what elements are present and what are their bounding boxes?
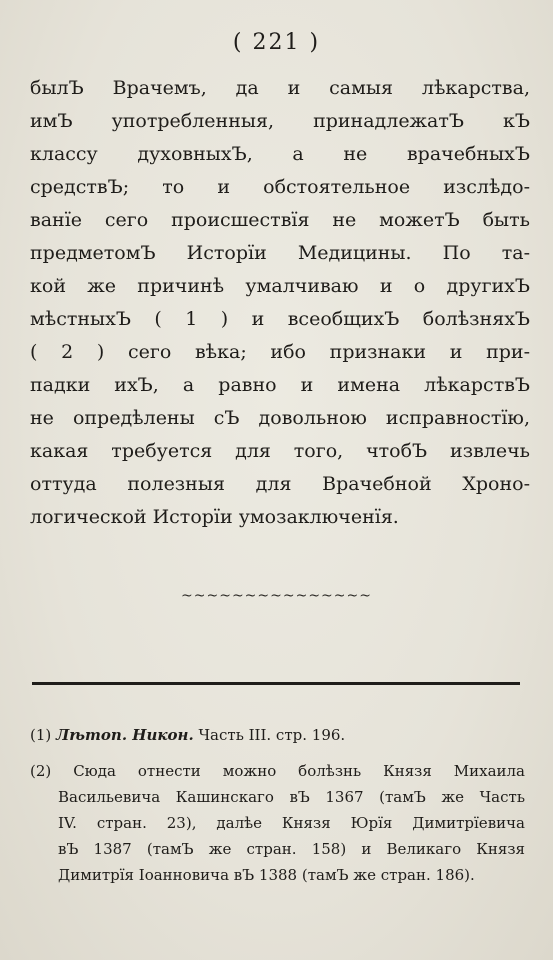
- body-line: классу духовныхЪ, а не врачебныхЪ: [30, 143, 530, 165]
- footnote-marker: (1): [30, 726, 52, 744]
- footnote-line: Сюда отнести можно болѣзнь Князя Михаила: [73, 762, 525, 780]
- body-line: какая требуется для того, чтобЪ извлечь: [30, 440, 530, 462]
- body-text: [30, 72, 530, 534]
- footnote-source: Лѣтоп. Никон.: [56, 726, 194, 744]
- footnote-1: [30, 722, 525, 748]
- body-line: логической Исторїи умозаключенїя.: [30, 506, 399, 528]
- footnote-line: IV. стран. 23), далѣе Князя Юрїя Димитрїевича: [58, 814, 525, 832]
- footnote-text: Часть III. стр. 196.: [198, 726, 346, 744]
- body-line: мѣстныхЪ ( 1 ) и всеобщихЪ болѣзняхЪ: [30, 308, 530, 330]
- page-number: ( 221 ): [232, 30, 321, 55]
- footnote-line: Васильевича Кашинскаго вЪ 1367 (тамЪ же Часть: [58, 788, 525, 806]
- body-line: имЪ употребленныя, принадлежатЪ кЪ: [30, 110, 530, 132]
- footnote-2: [30, 758, 525, 784]
- footnote-line: вЪ 1387 (тамЪ же стран. 158) и Великаго Князя: [58, 840, 525, 858]
- body-line: оттуда полезныя для Врачебной Хроно-: [30, 473, 530, 495]
- footnote-line: Димитрїя Іоанновича вЪ 1388 (тамЪ же стран. 186).: [58, 866, 475, 884]
- footnote-marker: (2): [30, 762, 52, 780]
- body-line: предметомЪ Исторїи Медицины. По та-: [30, 242, 530, 264]
- body-line: былЪ Врачемъ, да и самыя лѣкарства,: [30, 77, 530, 99]
- body-line: кой же причинѣ умалчиваю и о другихЪ: [30, 275, 530, 297]
- body-line: средствЪ; то и обстоятельное изслѣдо-: [30, 176, 530, 198]
- body-line: не опредѣлены сЪ довольною исправностїю,: [30, 407, 530, 429]
- footnote-rule: [32, 682, 520, 685]
- body-line: ванїе сего происшествїя не можетЪ быть: [30, 209, 530, 231]
- footnotes: [30, 722, 525, 888]
- section-ornament: ~~~~~~~~~~~~~~~: [181, 588, 372, 604]
- body-line: ( 2 ) сего вѣка; ибо признаки и при-: [30, 341, 530, 363]
- body-line: падки ихЪ, а равно и имена лѣкарствЪ: [30, 374, 530, 396]
